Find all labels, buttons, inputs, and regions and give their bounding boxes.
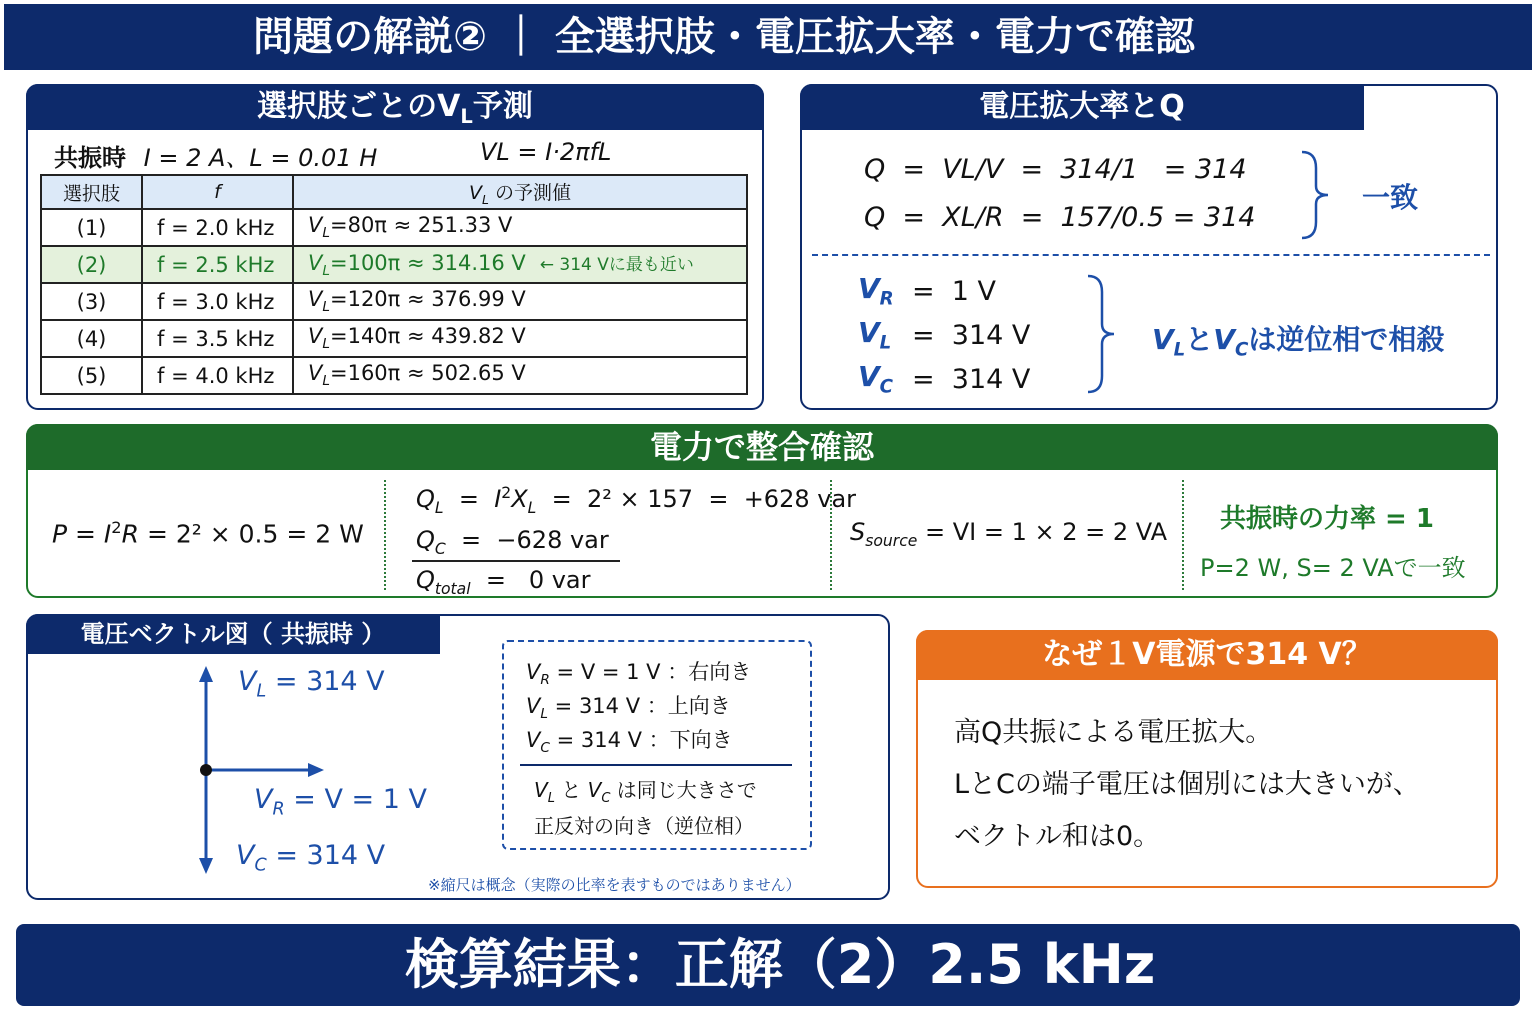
col-header-f: f <box>142 175 293 209</box>
divider <box>1182 480 1184 590</box>
vc-vector-label: $V_C = 314$ V <box>236 840 386 876</box>
ql-equation: $Q_L = I^2X_L = 2^2 \times 157 = +628$ var <box>416 484 857 517</box>
legend-line <box>520 764 792 766</box>
q-card <box>800 84 1498 410</box>
header-bar <box>4 4 1532 70</box>
choices-card <box>26 84 764 410</box>
sum-line <box>412 560 620 562</box>
why-line-3: ベクトル和は0。 <box>954 821 1161 852</box>
why-card-title: なぜ１V電源で314 V？ <box>916 630 1498 680</box>
vc-symbol: $V_C$ <box>858 360 894 398</box>
brace-icon <box>1084 272 1124 396</box>
cancel-label: $V_L$と$V_C$は逆位相で相殺 <box>1152 323 1445 361</box>
result-text: 検算結果：正解（2）2.5 kHz <box>404 933 1156 996</box>
closest-note: ← 314 Vに最も近い <box>539 254 694 275</box>
col-header-choice: 選択肢 <box>41 175 142 209</box>
p-equation: $P = I^2R = 2^2 \times 0.5 = 2$ W <box>52 518 364 549</box>
table-row-highlight: (2) f = 2.5 kHz $V_L=100\pi \approx 314.16$ V ← 314 Vに最も近い <box>41 246 747 283</box>
qc-equation: $Q_C = -628$ var <box>416 526 609 558</box>
s-equation: $S_{source}$ = VI = 1 × 2 = 2 VA <box>850 518 1168 550</box>
divider <box>830 480 832 590</box>
vr-value: = 1 V <box>912 276 997 307</box>
power-card <box>26 424 1498 598</box>
why-card <box>916 630 1498 888</box>
table-row: (4) f = 3.5 kHz $V_L=140\pi \approx 439.82$ V <box>41 320 747 357</box>
vector-legend: $V_R = V = 1$ V ：右向き $V_L = 314$ V ：上向き $V_C = 314$ V ：下向き $V_L$ と $V_C$ は同じ大きさで 正反対の向き（逆位相） <box>502 640 812 850</box>
match-label: 一致 <box>1362 181 1419 214</box>
vc-value: = 314 V <box>912 364 1031 395</box>
why-line-2: LとCの端子電圧は個別には大きいが、 <box>954 769 1420 800</box>
choices-table <box>40 174 748 395</box>
divider <box>384 480 386 590</box>
q-card-title: 電圧拡大率とQ <box>800 84 1364 130</box>
result-bar <box>16 924 1520 1006</box>
divider <box>812 254 1490 256</box>
q-eq-2: Q = XL/R = 157/0.5 = 314 <box>864 202 1256 233</box>
power-factor: 共振時の力率 = 1 <box>1220 504 1434 534</box>
power-agree: P=2 W, S= 2 VAで一致 <box>1200 554 1466 582</box>
power-card-title: 電力で整合確認 <box>26 424 1498 470</box>
resonance-condition: 共振時 I = 2 A、L = 0.01 H <box>54 144 378 172</box>
q-eq-1: Q = VL/V = 314/1 = 314 <box>864 154 1247 185</box>
table-row: (5) f = 4.0 kHz $V_L=160\pi \approx 502.65$ V <box>41 357 747 394</box>
choices-card-title: 選択肢ごとの$V_L$予測 <box>26 84 764 130</box>
vl-vector-label: $V_L = 314$ V <box>238 666 385 702</box>
vl-value: = 314 V <box>912 320 1031 351</box>
vl-symbol: $V_L$ <box>858 316 892 354</box>
vector-card-title: 電圧ベクトル図（ 共振時 ） <box>26 614 440 654</box>
scale-note: ※縮尺は概念（実際の比率を表すものではありません） <box>428 876 801 894</box>
table-row: (1) f = 2.0 kHz $V_L=80\pi \approx 251.33$ V <box>41 209 747 246</box>
col-header-vl: $V_L$ の予測値 <box>293 175 747 209</box>
brace-icon <box>1298 148 1338 242</box>
why-line-1: 高Q共振による電圧拡大。 <box>954 717 1273 748</box>
vr-symbol: $V_R$ <box>858 272 894 310</box>
page-title: 問題の解説② ｜ 全選択肢・電圧拡大率・電力で確認 <box>253 14 1195 60</box>
qtotal-equation: $Q_{total} = 0$ var <box>416 566 591 598</box>
vector-card <box>26 614 890 900</box>
vr-vector-label: $V_R = V = 1$ V <box>254 784 427 820</box>
table-header-row <box>41 175 747 209</box>
table-row: (3) f = 3.0 kHz $V_L=120\pi \approx 376.99$ V <box>41 283 747 320</box>
vl-formula: VL = I·2πfL <box>480 138 612 166</box>
